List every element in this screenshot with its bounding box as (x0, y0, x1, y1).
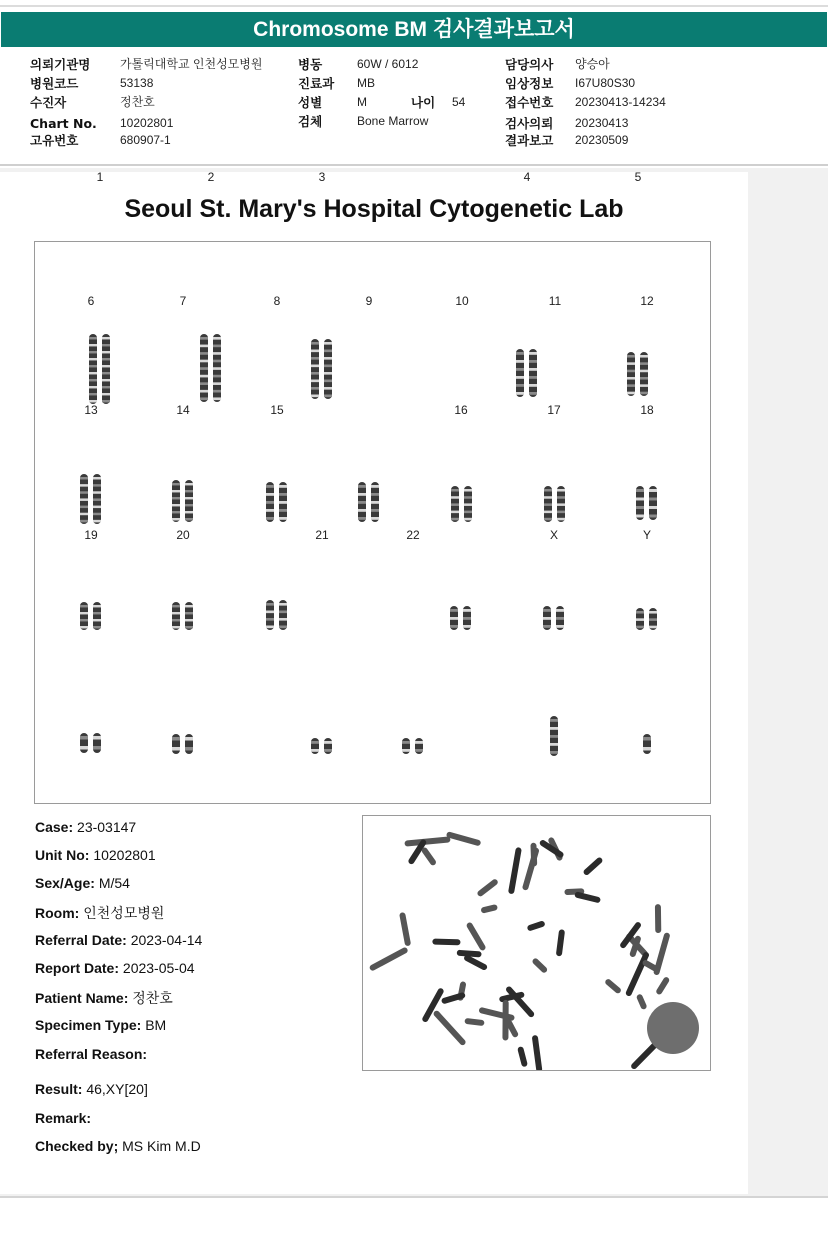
sex-age-value: M/54 (98, 875, 130, 891)
chromosome-pair-15 (263, 598, 291, 632)
specimen-type-label: Specimen Type: (35, 1017, 142, 1033)
sex-age-field (35, 875, 130, 891)
clinical-info-label: 임상정보 (505, 76, 554, 91)
chromosome-label-10: 10 (455, 294, 469, 308)
checked-by-value: MS Kim M.D (122, 1138, 201, 1154)
physician-value: 양승아 (575, 57, 610, 71)
sex-value: M (357, 95, 367, 109)
chromosome-pair-22 (399, 736, 427, 756)
specimen-type-field (35, 1017, 166, 1033)
report-title: Chromosome BM 검사결과보고서 (1, 12, 827, 47)
patient-value: 정찬호 (120, 95, 155, 109)
top-rule (0, 5, 828, 7)
chromosome-pair-3 (308, 337, 336, 401)
chromosome-pair-8 (263, 480, 291, 524)
remark-field (35, 1110, 91, 1126)
referral-reason-field (35, 1046, 147, 1062)
chromosome-pair-Y (633, 732, 661, 756)
checked-by-field (35, 1138, 201, 1154)
chromosome-label-21: 21 (315, 528, 329, 542)
chromosome-label-8: 8 (273, 294, 281, 308)
department-value: MB (357, 76, 375, 90)
chromosome-label-18: 18 (640, 403, 654, 417)
result-label: Result: (35, 1081, 83, 1097)
chromosome-pair-6 (77, 472, 105, 526)
result-value: 46,XY[20] (86, 1081, 148, 1097)
age-value: 54 (452, 95, 466, 109)
chromosome-label-4: 4 (523, 170, 531, 184)
chromosome-label-17: 17 (547, 403, 561, 417)
specimen-label: 검체 (298, 114, 323, 129)
chromosome-pair-X (540, 714, 568, 758)
room-field (35, 903, 164, 923)
chromosome-label-3: 3 (318, 170, 326, 184)
metaphase-image (362, 815, 711, 1071)
referral-date-value: 2023-04-14 (130, 932, 203, 948)
bottom-rule (0, 1196, 828, 1198)
chromosome-pair-1 (86, 332, 114, 406)
chromosome-pair-20 (169, 732, 197, 756)
chromosome-pair-7 (169, 478, 197, 524)
report-date-field (35, 960, 195, 976)
sex-age-label: Sex/Age: (35, 875, 95, 891)
patient-name-value: 정찬호 (132, 990, 173, 1006)
chromosome-label-9: 9 (365, 294, 373, 308)
ward-value: 60W / 6012 (357, 57, 419, 71)
chromosome-pair-2 (197, 332, 225, 404)
referral-reason-label: Referral Reason: (35, 1046, 148, 1062)
chromosome-label-6: 6 (87, 294, 95, 308)
patient-name-label: Patient Name: (35, 990, 129, 1006)
specimen-value: Bone Marrow (357, 114, 429, 128)
chromosome-pair-13 (77, 600, 105, 632)
header-divider (0, 164, 828, 166)
report-date-label: Report Date: (35, 960, 120, 976)
physician-label: 담당의사 (505, 57, 554, 72)
chromosome-pair-10 (448, 484, 476, 524)
chromosome-pair-12 (633, 484, 661, 522)
chromosome-pair-16 (447, 604, 475, 632)
chromosome-label-12: 12 (640, 294, 654, 308)
patient-label: 수진자 (30, 95, 67, 110)
referral-date-label: Referral Date: (35, 932, 127, 948)
specimen-type-value: BM (145, 1017, 167, 1033)
referring-institution-label: 의뢰기관명 (30, 57, 91, 72)
sex-label: 성별 (298, 95, 323, 110)
checked-by-label: Checked by; (35, 1138, 119, 1154)
case-value: 23-03147 (77, 819, 137, 835)
result-report-label: 결과보고 (505, 133, 554, 148)
chromosome-label-13: 13 (84, 403, 98, 417)
hospital-code-label: 병원코드 (30, 76, 79, 91)
receipt-no-value: 20230413-14234 (575, 95, 666, 109)
case-label: Case: (35, 819, 74, 835)
patient-name-field (35, 988, 173, 1008)
test-request-value: 20230413 (575, 116, 629, 130)
chromosome-label-Y: Y (642, 528, 651, 542)
ward-label: 병동 (298, 57, 323, 72)
unit-no-label: Unit No: (35, 847, 90, 863)
chromosome-label-7: 7 (179, 294, 187, 308)
chromosome-pair-11 (541, 484, 569, 524)
chromosome-pair-21 (308, 736, 336, 756)
chromosome-label-16: 16 (454, 403, 468, 417)
unit-no-field (35, 847, 156, 863)
report-date-value: 2023-05-04 (122, 960, 195, 976)
chromosome-label-22: 22 (406, 528, 420, 542)
chromosome-pair-19 (77, 731, 105, 755)
clinical-info-value: I67U80S30 (575, 76, 636, 90)
receipt-no-label: 접수번호 (505, 95, 554, 110)
chromosome-label-1: 1 (96, 170, 104, 184)
unique-id-value: 680907-1 (120, 133, 171, 147)
chromosome-label-19: 19 (84, 528, 98, 542)
chromosome-label-14: 14 (176, 403, 190, 417)
chromosome-label-X: X (549, 528, 558, 542)
lab-title: Seoul St. Mary's Hospital Cytogenetic Lab (124, 195, 624, 223)
chart-no-value: 10202801 (120, 116, 174, 130)
room-label: Room: (35, 905, 80, 921)
department-label: 진료과 (298, 76, 335, 91)
chromosome-pair-18 (633, 606, 661, 632)
nucleus (647, 1002, 699, 1054)
chromosome-label-11: 11 (548, 294, 562, 308)
chromosome-pair-9 (355, 480, 383, 524)
room-value: 인천성모병원 (83, 905, 165, 921)
metaphase-spread (363, 816, 711, 1071)
result-field (35, 1081, 148, 1097)
unit-no-value: 10202801 (93, 847, 156, 863)
chromosome-pair-17 (540, 604, 568, 632)
unique-id-label: 고유번호 (30, 133, 79, 148)
chart-no-label: Chart No. (30, 116, 97, 131)
chromosome-pair-4 (513, 347, 541, 399)
chromosome-pair-5 (624, 350, 652, 398)
referring-institution-value: 가톨릭대학교 인천성모병원 (120, 57, 263, 71)
case-field (35, 819, 136, 835)
chromosome-label-20: 20 (176, 528, 190, 542)
test-request-label: 검사의뢰 (505, 116, 554, 131)
chromosome-label-15: 15 (270, 403, 284, 417)
age-label: 나이 (411, 95, 436, 110)
remark-label: Remark: (35, 1110, 92, 1126)
chromosome-pair-14 (169, 600, 197, 632)
chromosome-label-2: 2 (207, 170, 215, 184)
chromosome-label-5: 5 (634, 170, 642, 184)
result-report-value: 20230509 (575, 133, 629, 147)
referral-date-field (35, 932, 202, 948)
hospital-code-value: 53138 (120, 76, 154, 90)
